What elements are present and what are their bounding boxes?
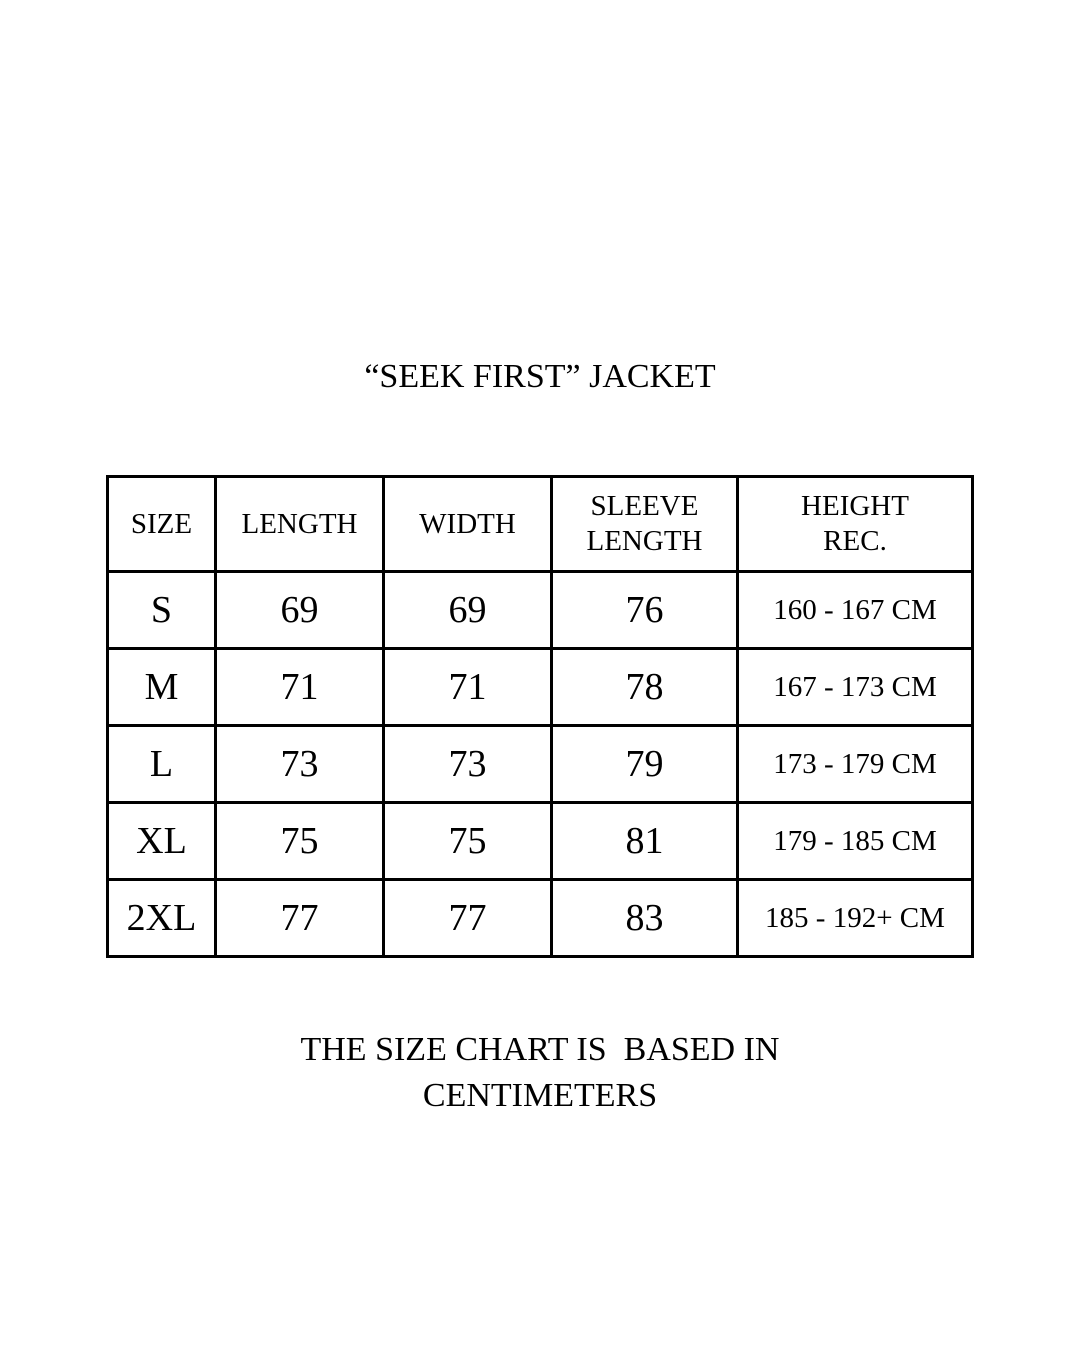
- cell-width: 69: [384, 572, 552, 649]
- footer-line2: CENTIMETERS: [422, 1077, 658, 1114]
- header-height-line2: REC.: [823, 525, 887, 557]
- cell-width: 71: [384, 649, 552, 726]
- cell-sleeve: 76: [552, 572, 738, 649]
- cell-size: M: [108, 649, 216, 726]
- cell-size: L: [108, 726, 216, 803]
- cell-length: 71: [216, 649, 384, 726]
- header-sleeve-length: [552, 477, 738, 572]
- cell-sleeve: 79: [552, 726, 738, 803]
- cell-size: XL: [108, 803, 216, 880]
- cell-width: 77: [384, 880, 552, 957]
- cell-height: 167 - 173 CM: [738, 649, 973, 726]
- cell-length: 73: [216, 726, 384, 803]
- page-title: “SEEK FIRST” JACKET: [364, 358, 716, 395]
- header-height-line1: HEIGHT: [801, 490, 909, 522]
- cell-size: 2XL: [108, 880, 216, 957]
- header-sleeve-line1: SLEEVE: [590, 490, 699, 522]
- table-row: [108, 880, 973, 957]
- cell-height: 173 - 179 CM: [738, 726, 973, 803]
- cell-sleeve: 83: [552, 880, 738, 957]
- header-height-rec: [738, 477, 973, 572]
- header-sleeve-line2: LENGTH: [586, 525, 703, 557]
- cell-length: 69: [216, 572, 384, 649]
- size-chart-table: [106, 475, 974, 958]
- table-header-row: [108, 477, 973, 572]
- header-size: SIZE: [108, 477, 216, 572]
- header-length: LENGTH: [216, 477, 384, 572]
- cell-height: 185 - 192+ CM: [738, 880, 973, 957]
- cell-sleeve: 78: [552, 649, 738, 726]
- cell-height: 160 - 167 CM: [738, 572, 973, 649]
- table-row: [108, 803, 973, 880]
- table-row: [108, 726, 973, 803]
- cell-width: 75: [384, 803, 552, 880]
- cell-length: 77: [216, 880, 384, 957]
- header-width: WIDTH: [384, 477, 552, 572]
- footer-line1: THE SIZE CHART IS BASED IN: [300, 1031, 780, 1068]
- footer-note: [0, 1027, 1080, 1119]
- cell-length: 75: [216, 803, 384, 880]
- cell-height: 179 - 185 CM: [738, 803, 973, 880]
- table-row: [108, 572, 973, 649]
- table-row: [108, 649, 973, 726]
- cell-width: 73: [384, 726, 552, 803]
- cell-sleeve: 81: [552, 803, 738, 880]
- cell-size: S: [108, 572, 216, 649]
